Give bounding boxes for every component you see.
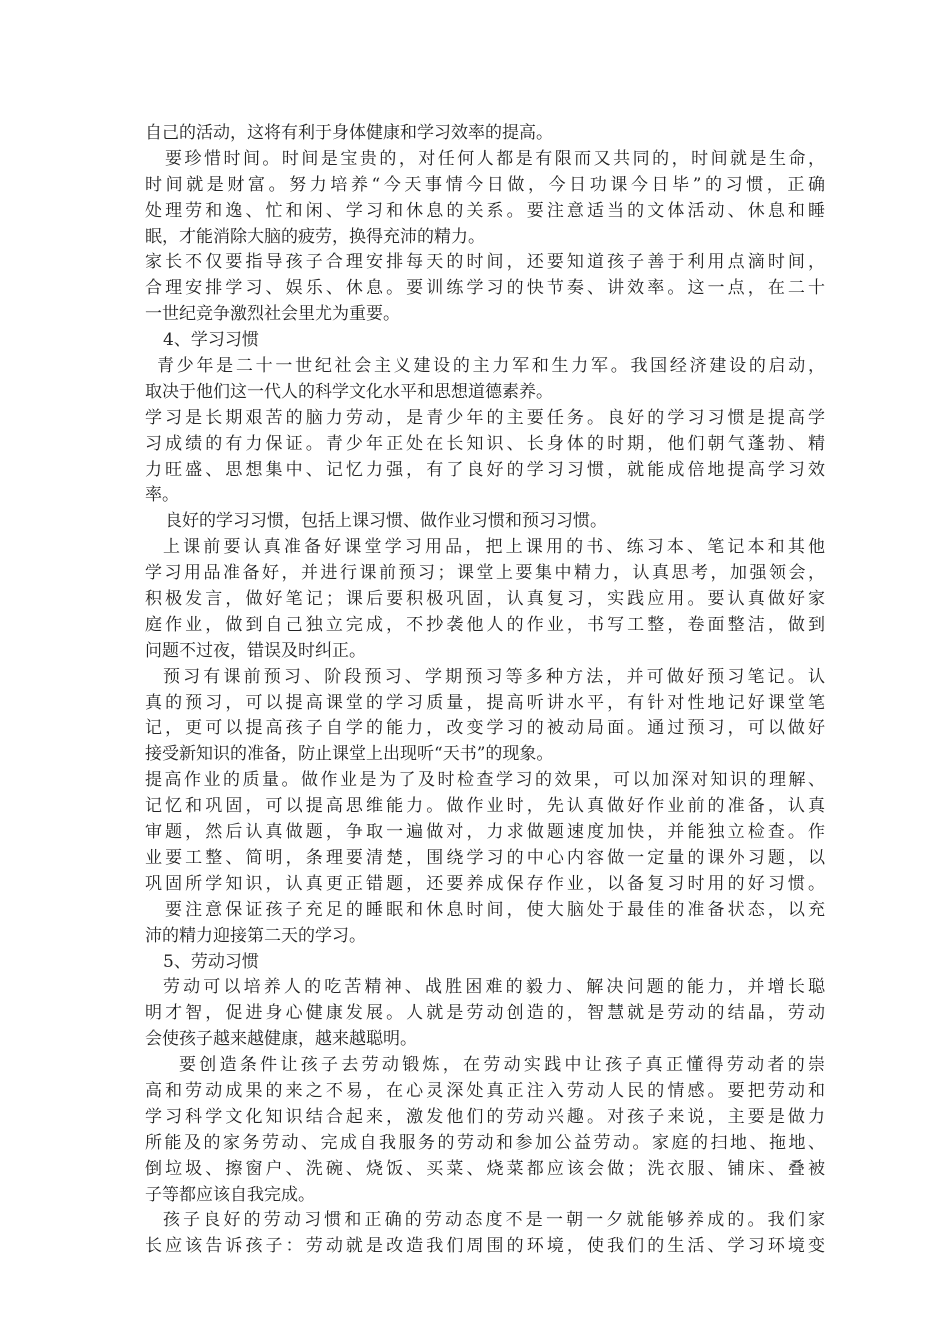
text-line: 学习用品准备好，并进行课前预习；课堂上要集中精力，认真思考，加强领会，	[145, 563, 825, 584]
text-line: 处理劳和逸、忙和闲、学习和休息的关系。要注意适当的文体活动、休息和睡	[145, 200, 825, 221]
text-line: 记，更可以提高孩子自学的能力，改变学习的被动局面。通过预习，可以做好	[145, 718, 825, 739]
text-line: 自己的活动，这将有利于身体健康和学习效率的提高。	[145, 123, 553, 143]
text-line: 业要工整、简明，条理要清楚，围绕学习的中心内容做一定量的课外习题，以	[145, 847, 825, 868]
text-line: 问题不过夜，错误及时纠正。	[145, 640, 366, 661]
text-line: 高和劳动成果的来之不易，在心灵深处真正注入劳动人民的情感。要把劳动和	[145, 1080, 825, 1101]
text-line: 时间就是财富。努力培养“今天事情今日做，今日功课今日毕”的习惯，正确	[145, 174, 825, 195]
text-line: 子等都应该自我完成。	[145, 1184, 315, 1205]
text-line: 合理安排学习、娱乐、休息。要训练学习的快节奏、讲效率。这一点，在二十	[145, 278, 825, 299]
text-line: 学习是长期艰苦的脑力劳动，是青少年的主要任务。良好的学习习惯是提高学	[145, 407, 825, 428]
text-line: 习成绩的有力保证。青少年正处在长知识、长身体的时期，他们朝气蓬勃、精	[145, 433, 825, 454]
text-line: 要珍惜时间。时间是宝贵的，对任何人都是有限而又共同的，时间就是生命，	[165, 148, 825, 169]
text-line: 5、劳动习惯	[163, 951, 259, 972]
text-line: 一世纪竞争激烈社会里尤为重要。	[145, 304, 400, 325]
text-line: 真的预习，可以提高课堂的学习质量，提高听讲水平，有针对性地记好课堂笔	[145, 692, 825, 713]
text-line: 长应该告诉孩子：劳动就是改造我们周围的环境，使我们的生活、学习环境变	[145, 1236, 825, 1257]
text-line: 庭作业，做到自己独立完成，不抄袭他人的作业，书写工整，卷面整洁，做到	[145, 614, 825, 635]
text-line: 要注意保证孩子充足的睡眠和休息时间，使大脑处于最佳的准备状态，以充	[165, 899, 825, 920]
text-line: 劳动可以培养人的吃苦精神、战胜困难的毅力、解决问题的能力，并增长聪	[163, 977, 825, 998]
text-line: 孩子良好的劳动习惯和正确的劳动态度不是一朝一夕就能够养成的。我们家	[163, 1210, 825, 1231]
text-line: 记忆和巩固，可以提高思维能力。做作业时，先认真做好作业前的准备，认真	[145, 796, 825, 817]
text-line: 青少年是二十一世纪社会主义建设的主力军和生力军。我国经济建设的启动，	[157, 356, 825, 377]
text-line: 良好的学习习惯，包括上课习惯、做作业习惯和预习习惯。	[165, 511, 607, 532]
text-line: 会使孩子越来越健康，越来越聪明。	[145, 1029, 417, 1050]
text-line: 上课前要认真准备好课堂学习用品，把上课用的书、练习本、笔记本和其他	[163, 537, 825, 558]
text-line: 率。	[145, 485, 179, 506]
text-line: 巩固所学知识，认真更正错题，还要养成保存作业，以备复习时用的好习惯。	[145, 873, 825, 894]
text-line: 明才智，促进身心健康发展。人就是劳动创造的，智慧就是劳动的结晶，劳动	[145, 1003, 825, 1024]
text-line: 家长不仅要指导孩子合理安排每天的时间，还要知道孩子善于利用点滴时间，	[145, 252, 825, 273]
text-line: 力旺盛、思想集中、记忆力强，有了良好的学习习惯，就能成倍地提高学习效	[145, 459, 825, 480]
text-line: 接受新知识的准备，防止课堂上出现听“天书”的现象。	[145, 744, 554, 765]
text-line: 倒垃圾、擦窗户、洗碗、烧饭、买菜、烧菜都应该会做；洗衣服、铺床、叠被	[145, 1158, 825, 1179]
document-body	[145, 121, 825, 1260]
text-line: 取决于他们这一代人的科学文化水平和思想道德素养。	[145, 381, 553, 402]
text-line: 提高作业的质量。做作业是为了及时检查学习的效果，可以加深对知识的理解、	[145, 770, 825, 791]
text-line: 审题，然后认真做题，争取一遍做对，力求做题速度加快，并能独立检查。作	[145, 822, 825, 843]
text-line: 积极发言，做好笔记；课后要积极巩固，认真复习，实践应用。要认真做好家	[145, 589, 825, 610]
text-line: 要创造条件让孩子去劳动锻炼，在劳动实践中让孩子真正懂得劳动者的崇	[179, 1055, 825, 1076]
text-line: 所能及的家务劳动、完成自我服务的劳动和参加公益劳动。家庭的扫地、拖地、	[145, 1132, 825, 1153]
text-line: 沛的精力迎接第二天的学习。	[145, 925, 366, 946]
text-line: 预习有课前预习、阶段预习、学期预习等多种方法，并可做好预习笔记。认	[163, 666, 825, 687]
text-line: 学习科学文化知识结合起来，激发他们的劳动兴趣。对孩子来说，主要是做力	[145, 1106, 825, 1127]
text-line: 4、学习习惯	[163, 330, 259, 351]
text-line: 眠，才能消除大脑的疲劳，换得充沛的精力。	[145, 226, 485, 247]
